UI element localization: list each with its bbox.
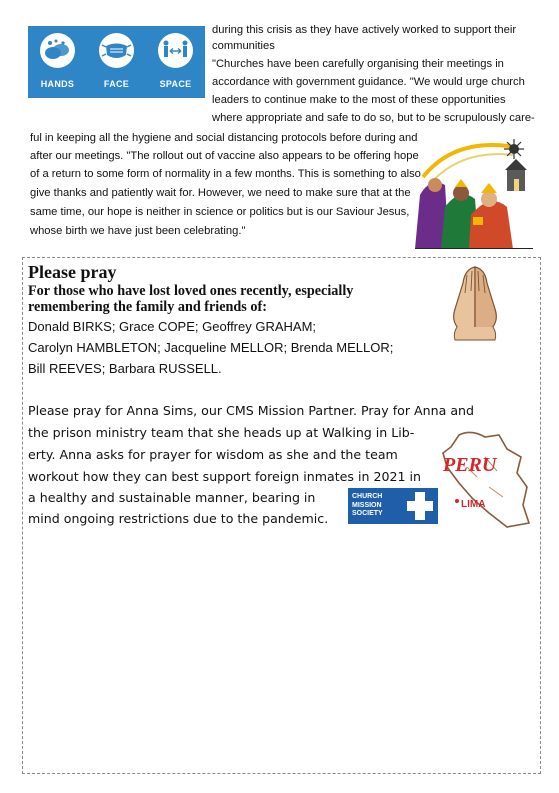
- prayer-names-line: Carolyn HAMBLETON; Jacqueline MELLOR; Brenda MELLOR;: [28, 340, 394, 355]
- article-line: ful in keeping all the hygiene and social distancing protocols before during and: [30, 132, 418, 144]
- cms-logo-line: SOCIETY: [352, 510, 383, 517]
- prayer-subtitle-line: remembering the family and friends of:: [28, 299, 267, 315]
- lima-label: LIMA: [461, 499, 486, 510]
- church-mission-society-logo: [348, 488, 438, 524]
- article-line: whose birth we have just been celebrating.": [30, 225, 246, 237]
- face-item: [87, 26, 146, 98]
- hands-washing-icon: [40, 33, 75, 68]
- article-line: same time, our hope is neither in science or politics but is our Saviour Jesus,: [30, 206, 410, 218]
- mission-line: erty. Anna asks for prayer for wisdom as she and the team: [28, 447, 398, 462]
- social-distance-icon: [158, 33, 193, 68]
- article-line: during this crisis as they have actively worked to support their: [212, 24, 517, 36]
- hands-face-space-banner: [28, 26, 205, 98]
- prayer-names-line: Donald BIRKS; Grace COPE; Geoffrey GRAHAM;: [28, 319, 317, 334]
- prayer-subtitle-line: For those who have lost loved ones recently, especially: [28, 283, 354, 299]
- peru-label: PERU: [443, 454, 497, 476]
- peru-map: [437, 427, 532, 529]
- cms-logo-line: CHURCH: [352, 493, 383, 500]
- prayer-names-line: Bill REEVES; Barbara RUSSELL.: [28, 361, 222, 376]
- mission-line: mind ongoing restrictions due to the pandemic.: [28, 511, 329, 526]
- article-line: communities: [212, 40, 275, 52]
- article-line: after our meetings. "The rollout out of vaccine also appears to be offering hope: [30, 150, 419, 162]
- space-label: SPACE: [159, 79, 192, 89]
- space-item: [146, 26, 205, 98]
- please-pray-heading: Please pray: [28, 262, 117, 282]
- article-line: "Churches have been carefully organising their meetings in: [212, 58, 504, 70]
- cms-logo-line: MISSION: [352, 501, 382, 509]
- face-label: FACE: [103, 79, 130, 89]
- hands-item: [28, 26, 87, 98]
- mission-line: a healthy and sustainable manner, bearing in: [28, 490, 316, 505]
- wise-men-illustration: [415, 137, 533, 249]
- article-line: give thanks and patiently wait for. However, we need to make sure that at the: [30, 187, 411, 199]
- hands-label: HANDS: [40, 79, 75, 89]
- mission-line: Please pray for Anna Sims, our CMS Mission Partner. Pray for Anna and: [28, 403, 475, 418]
- article-line: accordance with government guidance. "We would urge church: [212, 76, 525, 88]
- article-line: leaders to continue make to the most of these opportunities: [212, 94, 506, 106]
- article-line: of a return to some form of normality in a few months. This is something to also: [30, 168, 421, 180]
- face-mask-icon: [99, 33, 134, 68]
- praying-hands-icon: [445, 263, 505, 341]
- mission-line: the prison ministry team that she heads up at Walking in Lib-: [28, 425, 415, 440]
- article-line: where appropriate and safe to do so, but to be scrupulously care-: [212, 112, 535, 124]
- mission-line: workout how they can best support foreign inmates in 2021 in: [28, 469, 421, 484]
